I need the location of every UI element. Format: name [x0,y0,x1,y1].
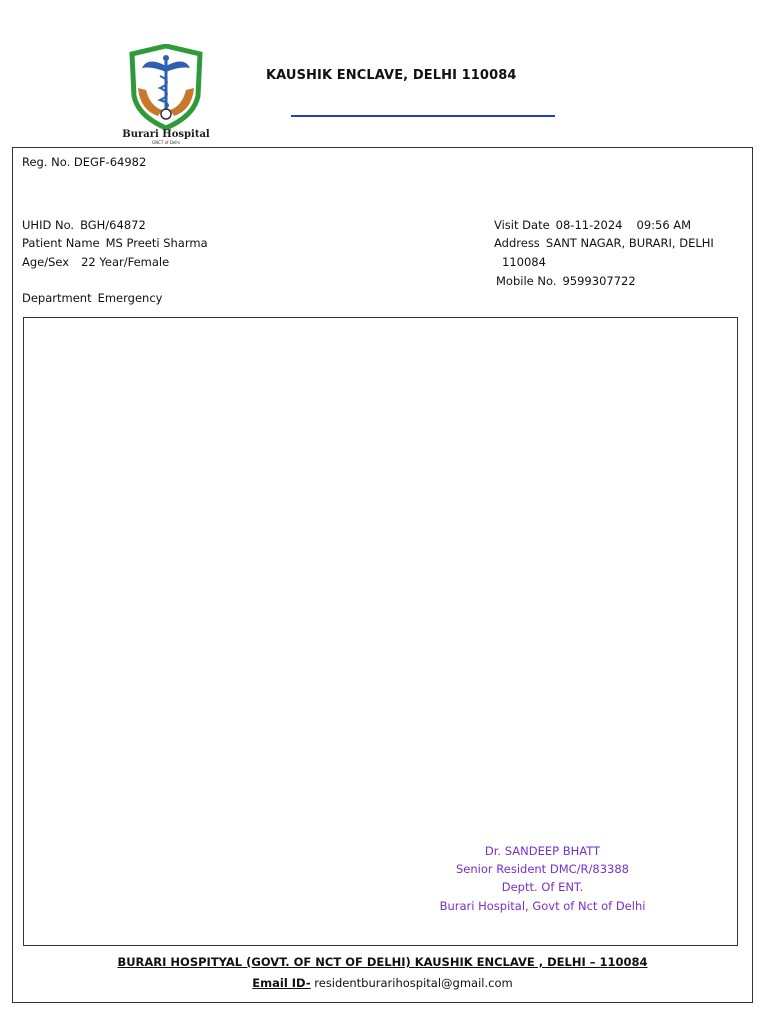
footer-address: BURARI HOSPITYAL (GOVT. OF NCT OF DELHI) KAUSHIK ENCLAVE , DELHI – 110084 [117,955,648,969]
email-label: Email ID- [252,976,311,990]
footer-email-row [12,976,753,990]
logo-hospital-name: Burari Hospital [122,129,210,140]
address-row [494,234,714,252]
header-address: KAUSHIK ENCLAVE, DELHI 110084 [266,68,517,83]
department-label: Department [22,291,92,305]
visit-date-row [494,216,691,234]
department-row [22,289,162,307]
uhid-label: UHID No. [22,218,75,232]
address-line1: SANT NAGAR, BURARI, DELHI [545,236,714,250]
visit-time-value: 09:56 AM [636,218,692,232]
patient-name-row [22,234,208,252]
uhid-value: BGH/64872 [80,218,146,232]
visit-date-label: Visit Date [494,218,550,232]
department-value: Emergency [97,291,163,305]
address-label: Address [494,236,540,250]
header-rule [291,115,555,117]
mobile-label: Mobile No. [496,274,557,288]
mobile-row [496,272,636,290]
email-link[interactable]: residentburarihospital@gmail.com [310,976,513,990]
logo-subtext: GNCT of Delhi [151,140,181,145]
reg-no: Reg. No. DEGF-64982 [22,155,147,169]
uhid-row [22,216,146,234]
doctor-name: Dr. SANDEEP BHATT [484,844,601,858]
age-sex-label: Age/Sex [22,255,70,269]
visit-date-value: 08-11-2024 [555,218,623,232]
doctor-department: Deptt. Of ENT. [501,880,584,894]
patient-name-label: Patient Name [22,236,100,250]
doctor-designation: Senior Resident DMC/R/83388 [456,862,629,876]
age-sex-value: 22 Year/Female [81,255,170,269]
address-line2: 110084 [502,255,546,269]
doctor-hospital: Burari Hospital, Govt of Nct of Delhi [439,899,646,913]
mobile-value: 9599307722 [562,274,636,288]
patient-name-value: MS Preeti Sharma [105,236,208,250]
age-sex-row [22,253,169,271]
